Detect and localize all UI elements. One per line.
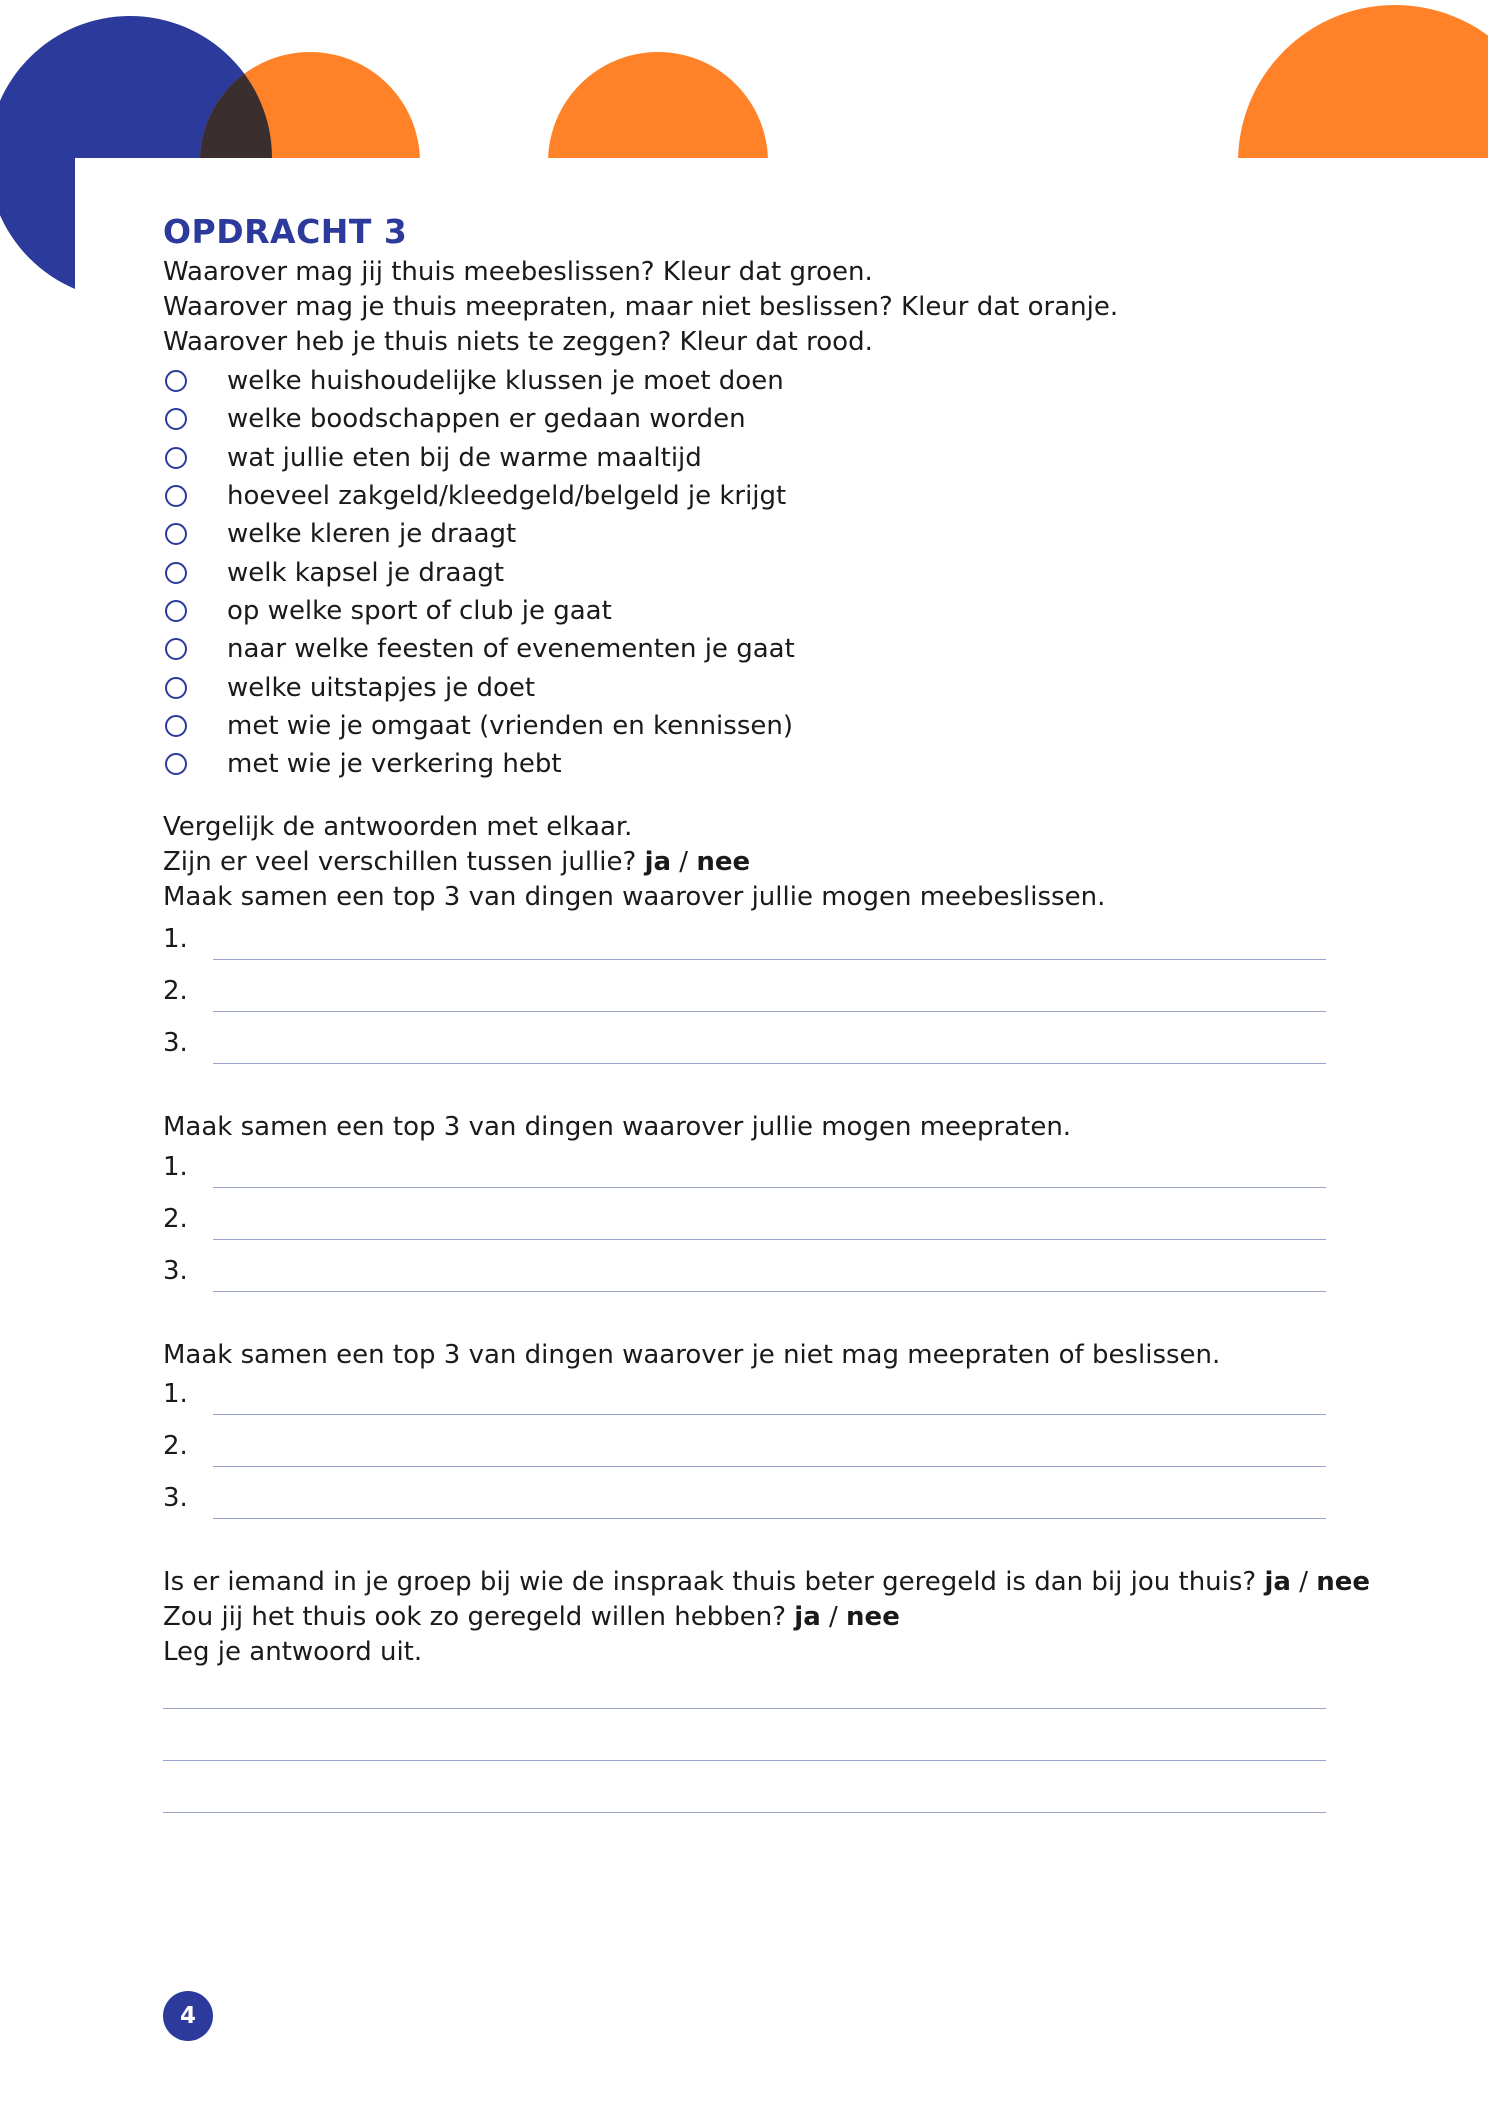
instructions: [163, 255, 1118, 360]
option-item: [163, 745, 795, 783]
answer-line[interactable]: 1.: [163, 920, 1326, 960]
radio-circle[interactable]: [165, 753, 187, 775]
option-label: welk kapsel je draagt: [227, 557, 505, 588]
answer-line[interactable]: 2.: [163, 972, 1326, 1012]
option-label: wat jullie eten bij de warme maaltijd: [227, 442, 702, 473]
option-label: hoeveel zakgeld/kleedgeld/belgeld je krijgt: [227, 481, 787, 512]
answer-line[interactable]: 2.: [163, 1427, 1326, 1467]
inspraak-question: Is er iemand in je groep bij wie de inspraak thuis beter geregeld is dan bij jou thuis? ja / nee: [163, 1567, 1371, 1597]
no-option[interactable]: nee: [846, 1602, 900, 1632]
option-label: naar welke feesten of evenementen je gaat: [227, 634, 795, 665]
radio-circle[interactable]: [165, 677, 187, 699]
explain-instruction: Leg je antwoord uit.: [163, 1637, 423, 1667]
answer-line[interactable]: 1.: [163, 1148, 1326, 1188]
yes-option[interactable]: ja: [794, 1602, 821, 1632]
option-item: [163, 515, 795, 553]
radio-circle[interactable]: [165, 370, 187, 392]
option-label: welke uitstapjes je doet: [227, 672, 536, 703]
option-item: [163, 439, 795, 477]
top3-meepraten-heading: Maak samen een top 3 van dingen waarover jullie mogen meepraten.: [163, 1112, 1072, 1142]
answer-line[interactable]: 2.: [163, 1200, 1326, 1240]
radio-circle[interactable]: [165, 715, 187, 737]
radio-circle[interactable]: [165, 638, 187, 660]
radio-circle[interactable]: [165, 523, 187, 545]
option-item: [163, 630, 795, 668]
top3-niet-heading: Maak samen een top 3 van dingen waarover je niet mag meepraten of beslissen.: [163, 1340, 1221, 1370]
option-label: met wie je omgaat (vrienden en kennissen): [227, 710, 793, 741]
instruction-red: Waarover heb je thuis niets te zeggen? Kleur dat rood.: [163, 327, 873, 357]
instruction-green: Waarover mag jij thuis meebeslissen? Kleur dat groen.: [163, 257, 873, 287]
geregeld-question: Zou jij het thuis ook zo geregeld willen hebben? ja / nee: [163, 1602, 900, 1632]
option-label: met wie je verkering hebt: [227, 749, 562, 780]
option-item: [163, 400, 795, 438]
radio-circle[interactable]: [165, 562, 187, 584]
top3-meebeslissen-heading: Maak samen een top 3 van dingen waarover jullie mogen meebeslissen.: [163, 882, 1106, 912]
yes-option[interactable]: ja: [1264, 1567, 1291, 1597]
radio-circle[interactable]: [165, 447, 187, 469]
answer-line[interactable]: 3.: [163, 1479, 1326, 1519]
options-list: [163, 362, 795, 783]
exercise-title: OPDRACHT 3: [163, 212, 408, 251]
compare-section: [163, 810, 1105, 915]
option-label: welke huishoudelijke klussen je moet doen: [227, 366, 784, 397]
option-label: welke kleren je draagt: [227, 519, 517, 550]
differences-question: Zijn er veel verschillen tussen jullie? ja / nee: [163, 847, 751, 877]
option-item: [163, 707, 795, 745]
answer-line[interactable]: 3.: [163, 1252, 1326, 1292]
radio-circle[interactable]: [165, 485, 187, 507]
option-item: [163, 362, 795, 400]
no-option[interactable]: nee: [1316, 1567, 1371, 1597]
final-questions: [163, 1565, 1370, 1670]
option-item: [163, 477, 795, 515]
answer-line[interactable]: 1.: [163, 1375, 1326, 1415]
option-label: welke boodschappen er gedaan worden: [227, 404, 746, 435]
explanation-line[interactable]: [163, 1812, 1326, 1813]
option-item: [163, 592, 795, 630]
option-item: [163, 553, 795, 591]
yes-option[interactable]: ja: [644, 847, 672, 877]
explanation-line[interactable]: [163, 1708, 1326, 1709]
page-number-badge: 4: [163, 1991, 213, 2041]
answer-line[interactable]: 3.: [163, 1024, 1326, 1064]
instruction-orange: Waarover mag je thuis meepraten, maar niet beslissen? Kleur dat oranje.: [163, 292, 1119, 322]
explanation-line[interactable]: [163, 1760, 1326, 1761]
radio-circle[interactable]: [165, 600, 187, 622]
compare-instruction: Vergelijk de antwoorden met elkaar.: [163, 812, 633, 842]
option-item: [163, 668, 795, 706]
radio-circle[interactable]: [165, 408, 187, 430]
option-label: op welke sport of club je gaat: [227, 595, 612, 626]
no-option[interactable]: nee: [696, 847, 751, 877]
